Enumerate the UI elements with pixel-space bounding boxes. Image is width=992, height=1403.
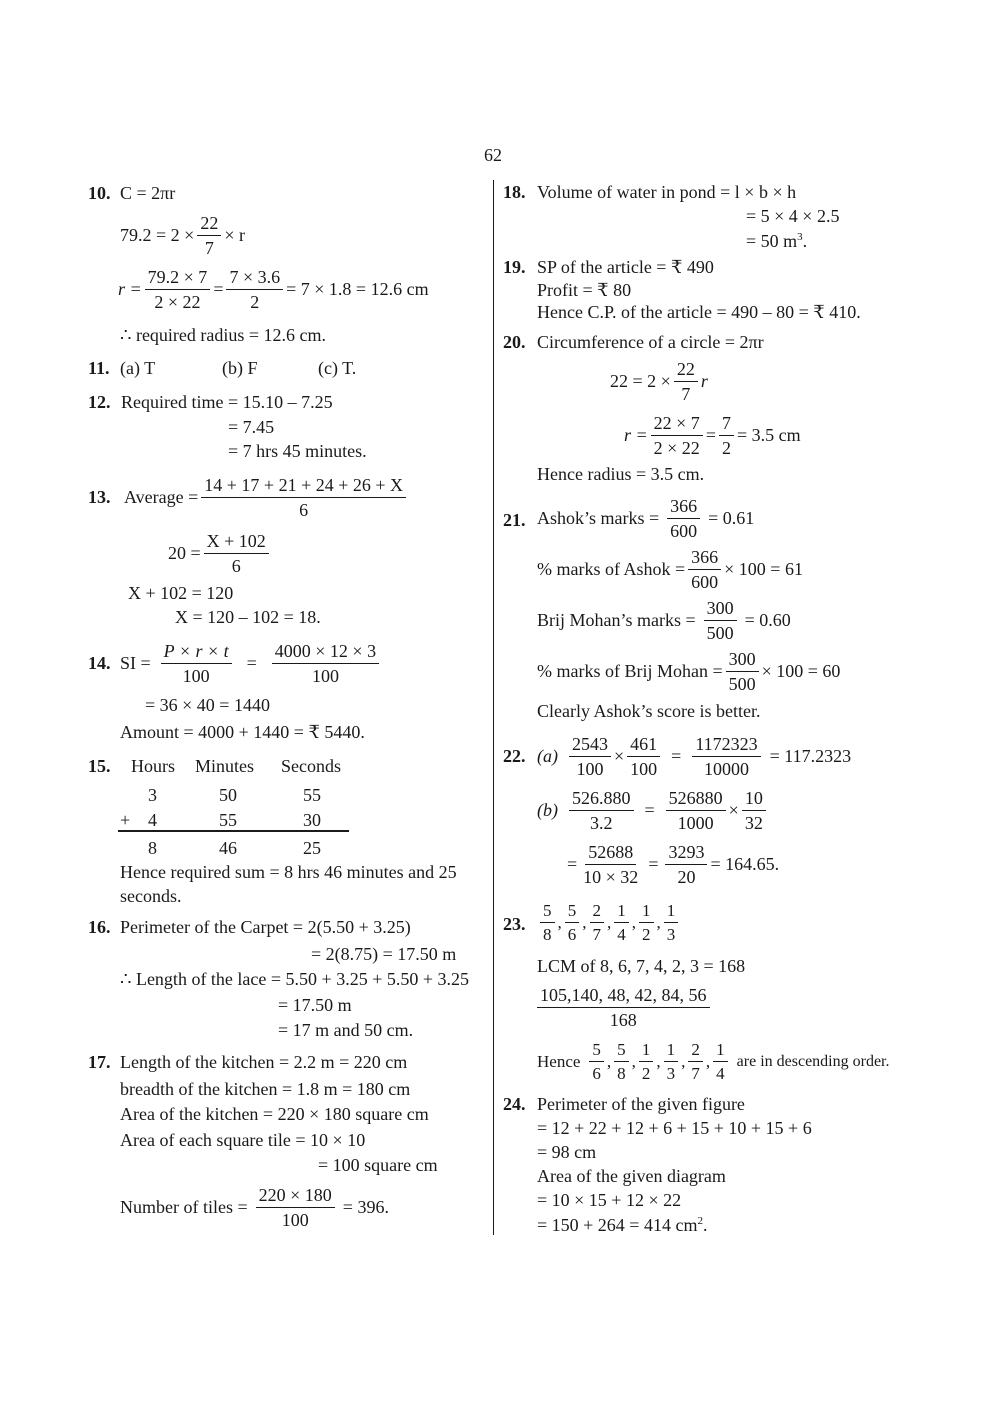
q21-line2 (537, 548, 803, 591)
q20-line2 (610, 360, 708, 403)
q23-f-n: 1 (664, 902, 679, 923)
q15-r1-h: 3 (148, 785, 157, 805)
q10-r: r = (118, 279, 142, 299)
q14-si: SI = (120, 653, 151, 673)
q22-c-f1-n: 52688 (585, 843, 636, 865)
q10-line2 (120, 214, 245, 257)
q22-c-frac1 (580, 843, 641, 886)
q21-line4 (537, 650, 840, 693)
q24-number: 24. (503, 1094, 526, 1114)
q24-l6-sup: 2 (697, 1215, 703, 1227)
q23-f-n: 1 (639, 902, 654, 923)
q23-f-n: 2 (590, 902, 605, 923)
q15-r1-m: 50 (219, 785, 237, 805)
q22-part-c (567, 843, 779, 886)
q13-line1 (124, 476, 409, 519)
q23-ord-d: 7 (691, 1064, 700, 1083)
q17-line2: breadth of the kitchen = 1.8 m = 180 cm (120, 1079, 411, 1099)
q22-a-f3-n: 1172323 (692, 735, 760, 757)
q14-eq: = (246, 653, 257, 673)
q13-l2-frac (204, 532, 269, 575)
q22-c-f2-n: 3293 (665, 843, 707, 865)
q20-number: 20. (503, 332, 526, 352)
q14-line1 (120, 642, 382, 685)
q10-f-d: 7 (204, 238, 214, 258)
q19-line3: Hence C.P. of the article = 490 – 80 = ₹ 410. (537, 302, 861, 322)
q22-a-f2-d: 100 (630, 759, 658, 779)
q17-line6 (120, 1186, 389, 1229)
q23-lcm-d: 168 (609, 1010, 637, 1030)
q21-f4-n: 300 (726, 650, 759, 672)
q23-line2: LCM of 8, 6, 7, 4, 2, 3 = 168 (537, 956, 746, 976)
q19-number: 19. (503, 257, 526, 277)
q19-line1: SP of the article = ₹ 490 (537, 257, 714, 277)
q13-number: 13. (88, 487, 111, 507)
q20-line1: Circumference of a circle = 2πr (537, 332, 764, 352)
q13-line3: X + 102 = 120 (128, 583, 234, 603)
q11-a: (a) T (120, 358, 156, 378)
q15-number: 15. (88, 756, 111, 776)
q15-r3-m: 46 (219, 838, 237, 858)
q22-b-times: × (728, 800, 739, 820)
q15-sum-rule (118, 830, 349, 832)
q24-line3: = 98 cm (537, 1142, 597, 1162)
q15-line2: seconds. (120, 886, 182, 906)
q17-f-n: 220 × 180 (256, 1186, 335, 1208)
q21-line1 (537, 497, 754, 540)
q20-f3-n: 7 (719, 414, 734, 436)
q14-f1-n: P × r × t (161, 642, 232, 664)
q14-frac2 (272, 642, 379, 685)
q24-line2: = 12 + 22 + 12 + 6 + 15 + 10 + 15 + 6 (537, 1118, 812, 1138)
q23-ord-n: 5 (589, 1041, 604, 1062)
q15-r3-h: 8 (148, 838, 157, 858)
q22-a-frac3 (692, 735, 760, 778)
q18-l3-post: . (802, 231, 808, 251)
q13-avg: Average = (124, 487, 199, 507)
q21-f3-d: 500 (706, 623, 734, 643)
q21-l1-tail: = 0.61 (708, 508, 755, 528)
q23-f-n: 5 (565, 902, 580, 923)
q10-l3-tail: = 7 × 1.8 = 12.6 cm (286, 279, 429, 299)
q15-r3-s: 25 (303, 838, 321, 858)
q22-b-frac2 (666, 789, 726, 832)
q20-eq: = (705, 425, 716, 445)
q10-fa-d: 2 × 22 (154, 292, 201, 312)
q22-b-f3-n: 10 (742, 789, 766, 811)
q23-ord-n: 1 (664, 1041, 679, 1062)
q17-line3: Area of the kitchen = 220 × 180 square cm (120, 1104, 429, 1124)
q10-number: 10. (88, 183, 111, 203)
q22-a-tail: = 117.2323 (769, 746, 852, 766)
q23-f-d: 3 (666, 925, 676, 944)
q13-line4: X = 120 – 102 = 18. (175, 607, 321, 627)
q18-line2: = 5 × 4 × 2.5 (746, 206, 840, 226)
q19-line2: Profit = ₹ 80 (537, 280, 632, 300)
q23-f-d: 2 (642, 925, 651, 944)
q10-line1: C = 2πr (120, 183, 176, 203)
q23-ord-n: 1 (713, 1041, 728, 1062)
q22-c-eq2: = (648, 854, 659, 874)
q10-frac-b (226, 268, 283, 311)
q23-f-n: 1 (614, 902, 629, 923)
q21-l2-lhs: % marks of Ashok = (537, 559, 686, 579)
q15-header-minutes: Minutes (195, 756, 255, 776)
page-number: 62 (484, 145, 502, 165)
q22-b-f3-d: 32 (744, 813, 763, 833)
q23-frac (540, 902, 555, 943)
q23-ord-frac (664, 1041, 679, 1082)
q20-f1-n: 22 (674, 360, 698, 382)
q23-ord-frac (614, 1041, 629, 1082)
q23-ord-frac (639, 1041, 654, 1082)
q20-l2-lhs: 22 = 2 × (610, 371, 671, 391)
q21-l3-tail: = 0.60 (744, 610, 791, 630)
q23-f-n: 5 (540, 902, 555, 923)
q23-order-list: 5 6 , 5 8 , 1 2 , 1 3 , 2 7 , 1 4 (586, 1041, 730, 1082)
q24-line1: Perimeter of the given figure (537, 1094, 745, 1114)
q15-r2-m: 55 (219, 810, 237, 830)
q20-line3 (624, 414, 801, 457)
q22-a-label: (a) (537, 746, 558, 766)
q22-a-times: × (614, 746, 625, 766)
q23-number: 23. (503, 914, 526, 934)
q21-frac3 (704, 599, 737, 642)
q17-line1: Length of the kitchen = 2.2 m = 220 cm (120, 1052, 408, 1072)
q18-number: 18. (503, 182, 526, 202)
q20-l3-lhs: r = (624, 425, 648, 445)
q22-c-frac2 (665, 843, 707, 886)
q23-f-d: 8 (543, 925, 552, 944)
q23-ord-frac (589, 1041, 604, 1082)
q21-l4-tail: × 100 = 60 (761, 661, 841, 681)
q22-a-f3-d: 10000 (703, 759, 749, 779)
q10-line4: ∴ required radius = 12.6 cm. (120, 325, 327, 345)
q17-l6-tail: = 396. (342, 1197, 389, 1217)
q22-b-frac1 (569, 789, 634, 832)
q10-fb-n: 7 × 3.6 (226, 268, 283, 290)
q23-frac (590, 902, 605, 943)
q21-l2-tail: × 100 = 61 (724, 559, 803, 579)
q10-frac-a (145, 268, 211, 311)
q23-tail: are in descending order. (736, 1052, 890, 1070)
q22-b-eq: = (644, 800, 655, 820)
q15-r1-s: 55 (303, 785, 321, 805)
q20-l2-tail: r (700, 371, 708, 391)
q10-fb-d: 2 (250, 292, 260, 312)
q23-lcm-n: 105,140, 48, 42, 84, 56 (537, 986, 710, 1008)
q24-l6-pre: = 150 + 264 = 414 cm (537, 1215, 698, 1235)
q21-frac2 (688, 548, 721, 591)
q16-line3: ∴ Length of the lace = 5.50 + 3.25 + 5.50 + 3.25 (120, 969, 469, 989)
q11-b: (b) F (222, 358, 258, 378)
q22-part-b (537, 789, 769, 832)
q22-c-f2-d: 20 (677, 867, 696, 887)
q17-l6-lhs: Number of tiles = (120, 1197, 248, 1217)
q22-b-f1-d: 3.2 (590, 813, 613, 833)
q21-f1-n: 366 (667, 497, 700, 519)
q23-ord-d: 8 (617, 1064, 626, 1083)
q21-l4-lhs: % marks of Brij Mohan = (537, 661, 723, 681)
q12-line1: Required time = 15.10 – 7.25 (121, 392, 333, 412)
q12-line2: = 7.45 (228, 417, 275, 437)
q15-r2-s: 30 (303, 810, 321, 830)
column-divider (493, 180, 494, 1235)
q15-r2-h: 4 (148, 810, 157, 830)
q16-line1: Perimeter of the Carpet = 2(5.50 + 3.25) (120, 917, 411, 937)
q23-frac (639, 902, 654, 943)
q18-l3-pre: = 50 m (746, 231, 798, 251)
q13-l2-n: X + 102 (204, 532, 269, 554)
q17-f-d: 100 (281, 1210, 309, 1230)
q21-frac4 (726, 650, 759, 693)
q23-ord-n: 5 (614, 1041, 629, 1062)
q21-f3-n: 300 (704, 599, 737, 621)
q23-ord-d: 3 (666, 1064, 676, 1083)
q16-line5: = 17 m and 50 cm. (278, 1020, 414, 1040)
q10-eq: = (213, 279, 224, 299)
q17-line5: = 100 square cm (318, 1155, 438, 1175)
q22-b-f2-n: 526880 (666, 789, 726, 811)
q21-l3-lhs: Brij Mohan’s marks = (537, 610, 696, 630)
q14-f2-d: 100 (311, 666, 339, 686)
q15-line1: Hence required sum = 8 hrs 46 minutes and 25 (120, 862, 457, 882)
q22-a-f1-n: 2543 (569, 735, 611, 757)
q22-a-frac2 (627, 735, 660, 778)
q17-number: 17. (88, 1052, 111, 1072)
q10-l2-tail: × r (224, 225, 245, 245)
q23-lcm-frac (537, 986, 710, 1029)
q23-line4 (537, 1041, 890, 1082)
q22-c-f1-d: 10 × 32 (583, 867, 639, 887)
q23-frac (664, 902, 679, 943)
q20-line4: Hence radius = 3.5 cm. (537, 464, 705, 484)
q16-line4: = 17.50 m (278, 995, 352, 1015)
q14-line3: Amount = 4000 + 1440 = ₹ 5440. (120, 722, 365, 742)
q23-hence: Hence (537, 1051, 581, 1071)
q15-header-hours: Hours (131, 756, 175, 776)
q22-part-a (537, 735, 851, 778)
q23-fraction-list: 5 8 , 5 6 , 2 7 , 1 4 , 1 2 , 1 3 (537, 902, 681, 943)
q23-f-d: 6 (567, 925, 577, 944)
q15-plus: + (120, 810, 131, 830)
q22-a-frac1 (569, 735, 611, 778)
q21-l1-lhs: Ashok’s marks = (537, 508, 660, 528)
q23-ord-n: 2 (688, 1041, 703, 1062)
q14-line2: = 36 × 40 = 1440 (145, 695, 270, 715)
q13-avg-d: 6 (299, 500, 309, 520)
q21-number: 21. (503, 510, 526, 530)
q23-frac (565, 902, 580, 943)
q14-frac1 (161, 642, 232, 685)
q23-ord-d: 4 (716, 1064, 725, 1083)
q24-line5: = 10 × 15 + 12 × 22 (537, 1190, 682, 1210)
q23-ord-frac (713, 1041, 728, 1082)
q13-avg-n: 14 + 17 + 21 + 24 + 26 + X (201, 476, 406, 498)
q22-b-f1-n: 526.880 (569, 789, 634, 811)
q22-b-frac3 (742, 789, 766, 832)
q10-fa-n: 79.2 × 7 (145, 268, 211, 290)
q10-line3 (118, 268, 429, 311)
q21-f2-n: 366 (688, 548, 721, 570)
q10-frac-22-7 (197, 214, 221, 257)
q23-f-d: 4 (617, 925, 626, 944)
q22-a-f1-d: 100 (576, 759, 604, 779)
q23-ord-n: 1 (639, 1041, 654, 1062)
q20-f2-d: 2 × 22 (653, 438, 700, 458)
q23-f-d: 7 (592, 925, 601, 944)
q12-number: 12. (88, 392, 111, 412)
q15-header-seconds: Seconds (281, 756, 341, 776)
q13-avg-frac (201, 476, 406, 519)
q22-a-f2-n: 461 (627, 735, 660, 757)
q16-line2: = 2(8.75) = 17.50 m (311, 944, 457, 964)
q17-frac (256, 1186, 335, 1229)
q14-f1-d: 100 (182, 666, 210, 686)
q22-c-eq1: = (567, 854, 578, 874)
q13-l2-lhs: 20 = (168, 543, 201, 563)
q21-f2-d: 600 (691, 572, 719, 592)
q22-b-label: (b) (537, 800, 558, 820)
q20-f2-n: 22 × 7 (651, 414, 703, 436)
q18-l3-sup: 3 (797, 231, 803, 243)
q16-number: 16. (88, 917, 111, 937)
q24-l6-post: . (702, 1215, 708, 1235)
q21-f4-d: 500 (728, 674, 756, 694)
q18-line3 (746, 232, 807, 250)
q24-line6 (537, 1216, 707, 1234)
q21-line5: Clearly Ashok’s score is better. (537, 701, 761, 721)
q22-c-tail: = 164.65. (710, 854, 780, 874)
q23-line3 (537, 986, 710, 1029)
q23-ord-d: 6 (592, 1064, 601, 1083)
q22-number: 22. (503, 746, 526, 766)
q24-line4: Area of the given diagram (537, 1166, 726, 1186)
q20-frac1 (674, 360, 698, 403)
q20-frac2 (651, 414, 703, 457)
q18-line1: Volume of water in pond = l × b × h (537, 182, 797, 202)
q10-f-n: 22 (197, 214, 221, 236)
q13-l2-d: 6 (231, 556, 241, 576)
q23-ord-frac (688, 1041, 703, 1082)
q20-l3-tail: = 3.5 cm (736, 425, 801, 445)
q11-c: (c) T. (318, 358, 357, 378)
q23-frac (614, 902, 629, 943)
q17-line4: Area of each square tile = 10 × 10 (120, 1130, 366, 1150)
q21-line3 (537, 599, 791, 642)
q11-number: 11. (88, 358, 110, 378)
q23-ord-d: 2 (641, 1064, 651, 1083)
q20-f1-d: 7 (681, 384, 691, 404)
q22-a-eq: = (671, 746, 682, 766)
q13-line2 (168, 532, 272, 575)
q20-f3-d: 2 (721, 438, 731, 458)
q12-line3: = 7 hrs 45 minutes. (228, 441, 367, 461)
q21-f1-d: 600 (670, 521, 698, 541)
q14-number: 14. (88, 653, 111, 673)
q21-frac1 (667, 497, 700, 540)
q10-l2-lhs: 79.2 = 2 × (120, 225, 195, 245)
q20-frac3 (719, 414, 734, 457)
q14-f2-n: 4000 × 12 × 3 (272, 642, 379, 664)
q22-b-f2-d: 1000 (677, 813, 714, 833)
